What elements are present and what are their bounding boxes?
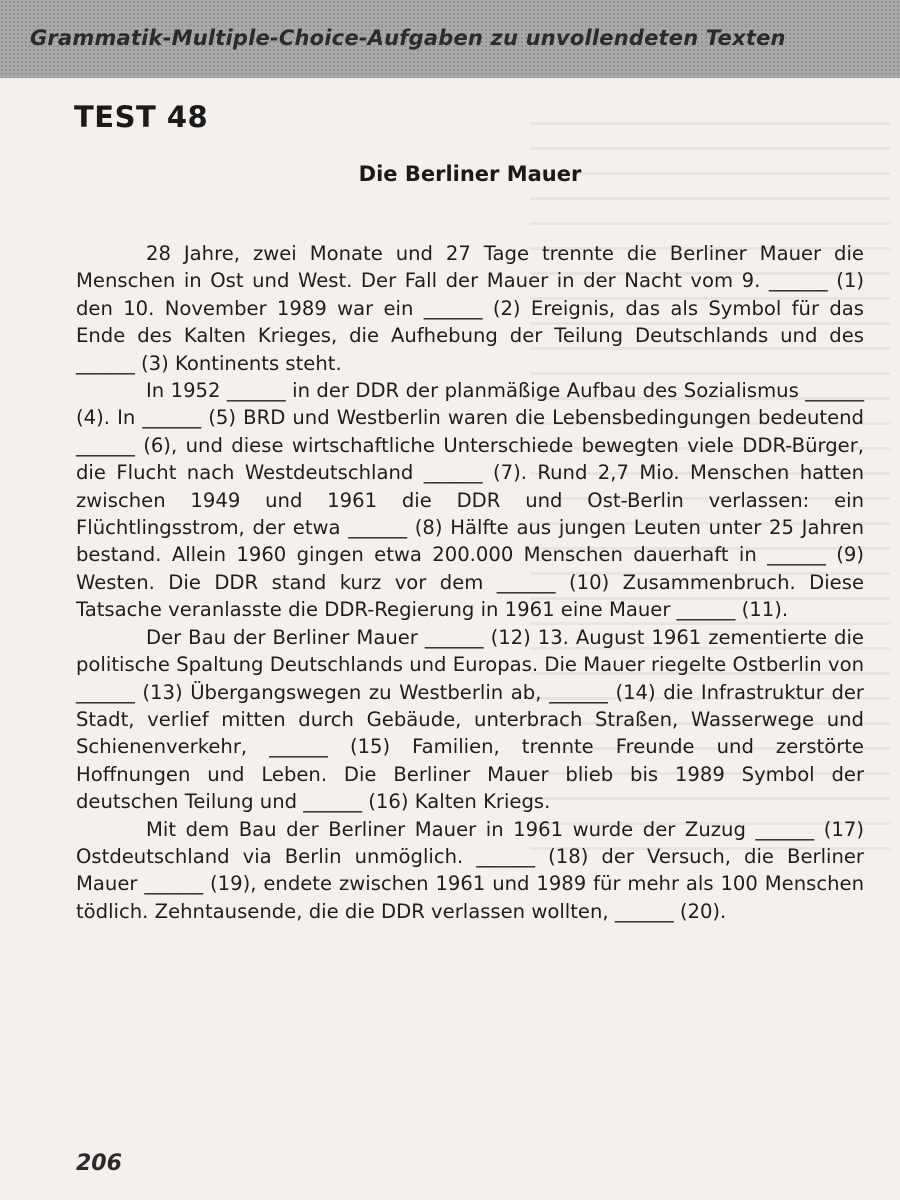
paragraph-2: In 1952 ______ in der DDR der planmäßige Aufbau des Sozialismus ______ (4). In ______ (5) BRD und Westberlin waren die Lebensbedingungen bedeutend ______ (6), und diese wirtschaftliche Unterschiede bewegten viele DDR-Bürger, die Flucht nach Westdeutschland ______ (7). Rund 2,7 Mio. Menschen hatten zwischen 1949 und 1961 die DDR und Ost-Berlin verlassen: ein Flüchtlingsstrom, der etwa ______ (8) Hälfte aus jungen Leuten unter 25 Jahren bestand. Allein 1960 gingen etwa 200.000 Menschen dauerhaft in ______ (9) Westen. Die DDR stand kurz vor dem ______ (10) Zusammenbruch. Diese Tatsache veranlasste die DDR-Regierung in 1961 eine Mauer ______ (11). (76, 379, 864, 622)
paragraph-4: Mit dem Bau der Berliner Mauer in 1961 wurde der Zuzug ______ (17) Ostdeutschland via Berlin unmöglich. ______ (18) der Versuch, die Berliner Mauer ______ (19), endete zwischen 1961 und 1989 für mehr als 100 Menschen tödlich. Zehntausende, die die DDR verlassen wollten, ______ (20). (76, 817, 864, 923)
body-text (76, 240, 864, 925)
paragraph-1: 28 Jahre, zwei Monate und 27 Tage trennte die Berliner Mauer die Menschen in Ost und West. Der Fall der Mauer in der Nacht vom 9. ______ (1) den 10. November 1989 war ein ______ (2) Ereignis, das als Symbol für das Ende des Kalten Krieges, die Aufhebung der Teilung Deutschlands und des ______ (3) Kontinents steht. (76, 242, 864, 375)
section-header-title: Grammatik-Multiple-Choice-Aufgaben zu unvollendeten Texten (30, 26, 786, 50)
paragraph-3: Der Bau der Berliner Mauer ______ (12) 13. August 1961 zementierte die politische Spaltung Deutschlands und Europas. Die Mauer riegelte Ostberlin von ______ (13) Übergangswegen zu Westberlin ab, ______ (14) die Infrastruktur der Stadt, verlief mitten durch Gebäude, unterbrach Straßen, Wasserwege und Schienenverkehr, ______ (15) Familien, trennte Freunde und zerstörte Hoffnungen und Leben. Die Berliner Mauer blieb bis 1989 Symbol der deutschen Teilung und ______ (16) Kalten Kriegs. (76, 625, 864, 814)
page-number: 206 (76, 1151, 122, 1176)
test-title: TEST 48 (74, 100, 209, 134)
text-title: Die Berliner Mauer (358, 162, 582, 186)
section-header-band (0, 0, 900, 78)
